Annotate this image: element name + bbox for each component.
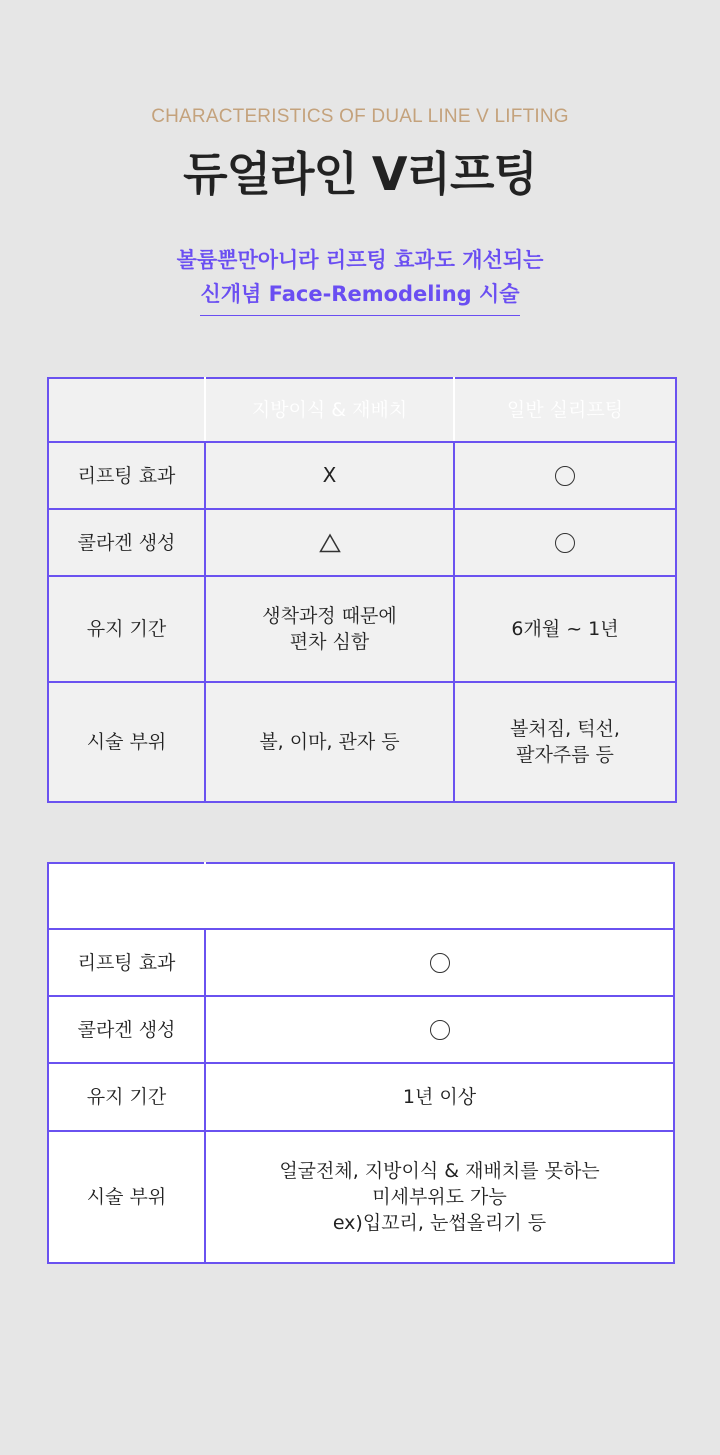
table-header-row <box>48 378 676 442</box>
cell-text-line: 팔자주름 등 <box>516 744 614 766</box>
header-cell-dual-line: 듀얼라인 V리프팅 <box>205 863 674 929</box>
comparison-table-2 <box>47 862 675 1264</box>
cell-text-line: 미세부위도 가능 <box>372 1186 507 1208</box>
eyebrow-text: CHARACTERISTICS OF DUAL LINE V LIFTING <box>151 106 569 127</box>
cell-value <box>205 509 454 576</box>
subtitle-line-1: 볼륨뿐만아니라 리프팅 효과도 개선되는 <box>176 248 544 272</box>
triangle-icon <box>319 533 341 553</box>
cell-text-line: 얼굴전체, 지방이식 & 재배치를 못하는 <box>279 1160 600 1182</box>
header-cell-empty <box>48 863 205 929</box>
table-row <box>48 996 674 1063</box>
cell-value: 6개월 ~ 1년 <box>454 576 676 682</box>
cell-value <box>454 509 676 576</box>
cell-value <box>205 1131 674 1263</box>
cell-value <box>454 682 676 802</box>
subtitle-line-2: 신개념 Face-Remodeling 시술 <box>200 277 519 316</box>
cell-text-line: 볼처짐, 턱선, <box>510 718 620 740</box>
cell-value: 1년 이상 <box>205 1063 674 1131</box>
header-cell-empty <box>48 378 205 442</box>
table-header-row <box>48 863 674 929</box>
cell-value: 볼, 이마, 관자 등 <box>205 682 454 802</box>
row-label: 유지 기간 <box>48 1063 205 1131</box>
table-row <box>48 442 676 509</box>
circle-icon <box>430 1020 450 1040</box>
table-row <box>48 1063 674 1131</box>
row-label: 콜라겐 생성 <box>48 996 205 1063</box>
circle-icon <box>555 466 575 486</box>
table-row <box>48 1131 674 1263</box>
cell-value <box>205 929 674 996</box>
table-row <box>48 576 676 682</box>
cell-value <box>205 996 674 1063</box>
table-row <box>48 682 676 802</box>
row-label: 시술 부위 <box>48 682 205 802</box>
row-label: 콜라겐 생성 <box>48 509 205 576</box>
cell-value <box>205 576 454 682</box>
subtitle <box>0 243 720 316</box>
page-title: 듀얼라인 V리프팅 <box>183 147 537 201</box>
header-cell-fat-graft: 지방이식 & 재배치 <box>205 378 454 442</box>
x-mark: X <box>322 463 337 487</box>
row-label: 시술 부위 <box>48 1131 205 1263</box>
table-row <box>48 929 674 996</box>
cell-text-line: 편차 심함 <box>289 631 370 653</box>
circle-icon <box>555 533 575 553</box>
row-label: 리프팅 효과 <box>48 442 205 509</box>
table-row <box>48 509 676 576</box>
cell-text-line: ex)입꼬리, 눈썹올리기 등 <box>332 1212 547 1234</box>
cell-value <box>205 442 454 509</box>
circle-icon <box>430 953 450 973</box>
header-cell-thread-lift: 일반 실리프팅 <box>454 378 676 442</box>
row-label: 리프팅 효과 <box>48 929 205 996</box>
cell-value <box>454 442 676 509</box>
cell-text-line: 생착과정 때문에 <box>262 605 397 627</box>
comparison-table-1 <box>47 377 677 803</box>
row-label: 유지 기간 <box>48 576 205 682</box>
